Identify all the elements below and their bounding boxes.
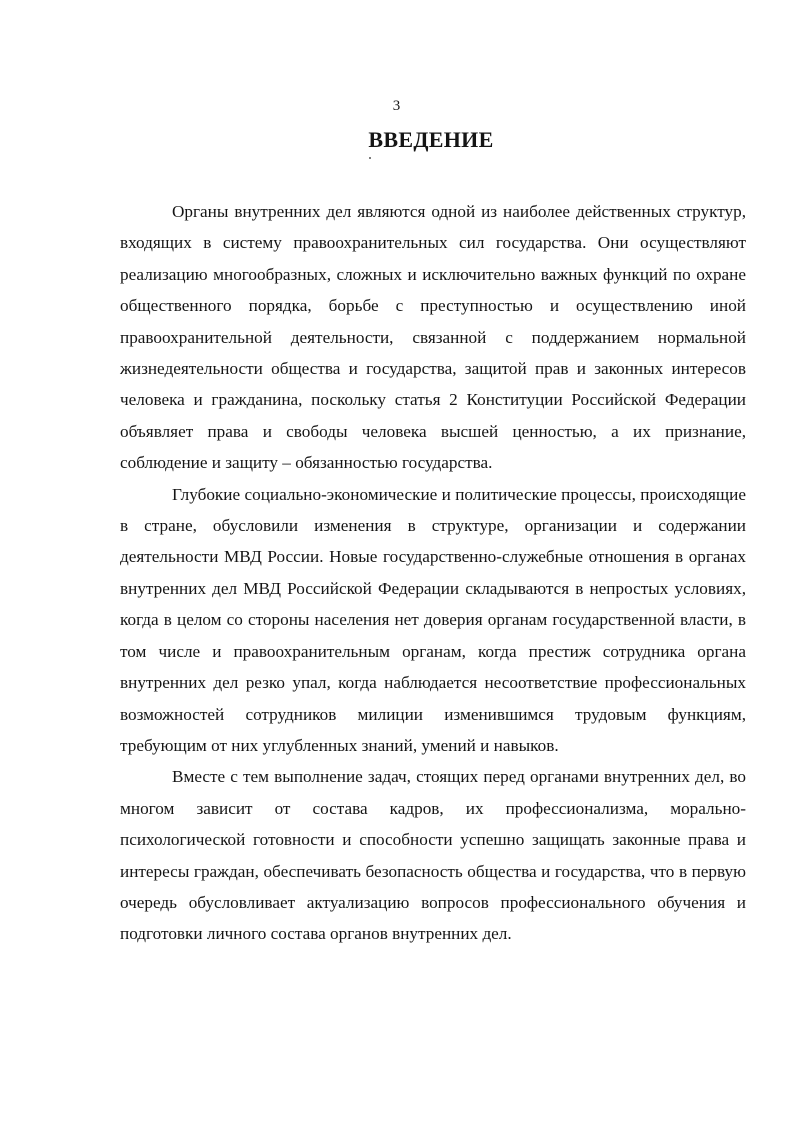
section-title: ВВЕДЕНИЕ — [368, 127, 494, 152]
paragraph-2: Глубокие социально-экономические и политические процессы, происходящие в стране, обусловили изменения в структуре, организации и содержании деятельности МВД России. Новые государственно-служебные отношения в органах внутренних дел МВД Российской Федерации складываются в непростых условиях, когда в целом со стороны населения нет доверия органам государственной власти, в том числе и правоохранительным органам, когда престиж сотрудника органа внутренних дел резко упал, когда наблюдается несоответствие профессиональных возможностей сотрудников милиции изменившимся трудовым функциям, требующим от них углубленных знаний, умений и навыков. — [120, 484, 746, 755]
page-number: 3 — [392, 98, 401, 114]
body-text — [120, 196, 746, 950]
scan-speck — [369, 157, 371, 159]
paragraph-1: Органы внутренних дел являются одной из наиболее действенных структур, входящих в систему правоохранительных сил государства. Они осуществляют реализацию многообразных, сложных и исключительно важных функций по охране общественного порядка, борьбе с преступностью и осуществлению иной правоохранительной деятельности, связанной с поддержанием нормальной жизнедеятельности общества и государства, защитой прав и законных интересов человека и гражданина, поскольку статья 2 Конституции Российской Федерации объявляет права и свободы человека высшей ценностью, а их признание, соблюдение и защиту – обязанностью государства. — [120, 202, 746, 473]
paragraph-3: Вместе с тем выполнение задач, стоящих перед органами внутренних дел, во многом зависит от состава кадров, их профессионализма, морально-психологической готовности и способности успешно защищать законные права и интересы граждан, обеспечивать безопасность общества и государства, что в первую очередь обусловливает актуализацию вопросов профессионального обучения и подготовки личного состава органов внутренних дел. — [120, 767, 746, 944]
